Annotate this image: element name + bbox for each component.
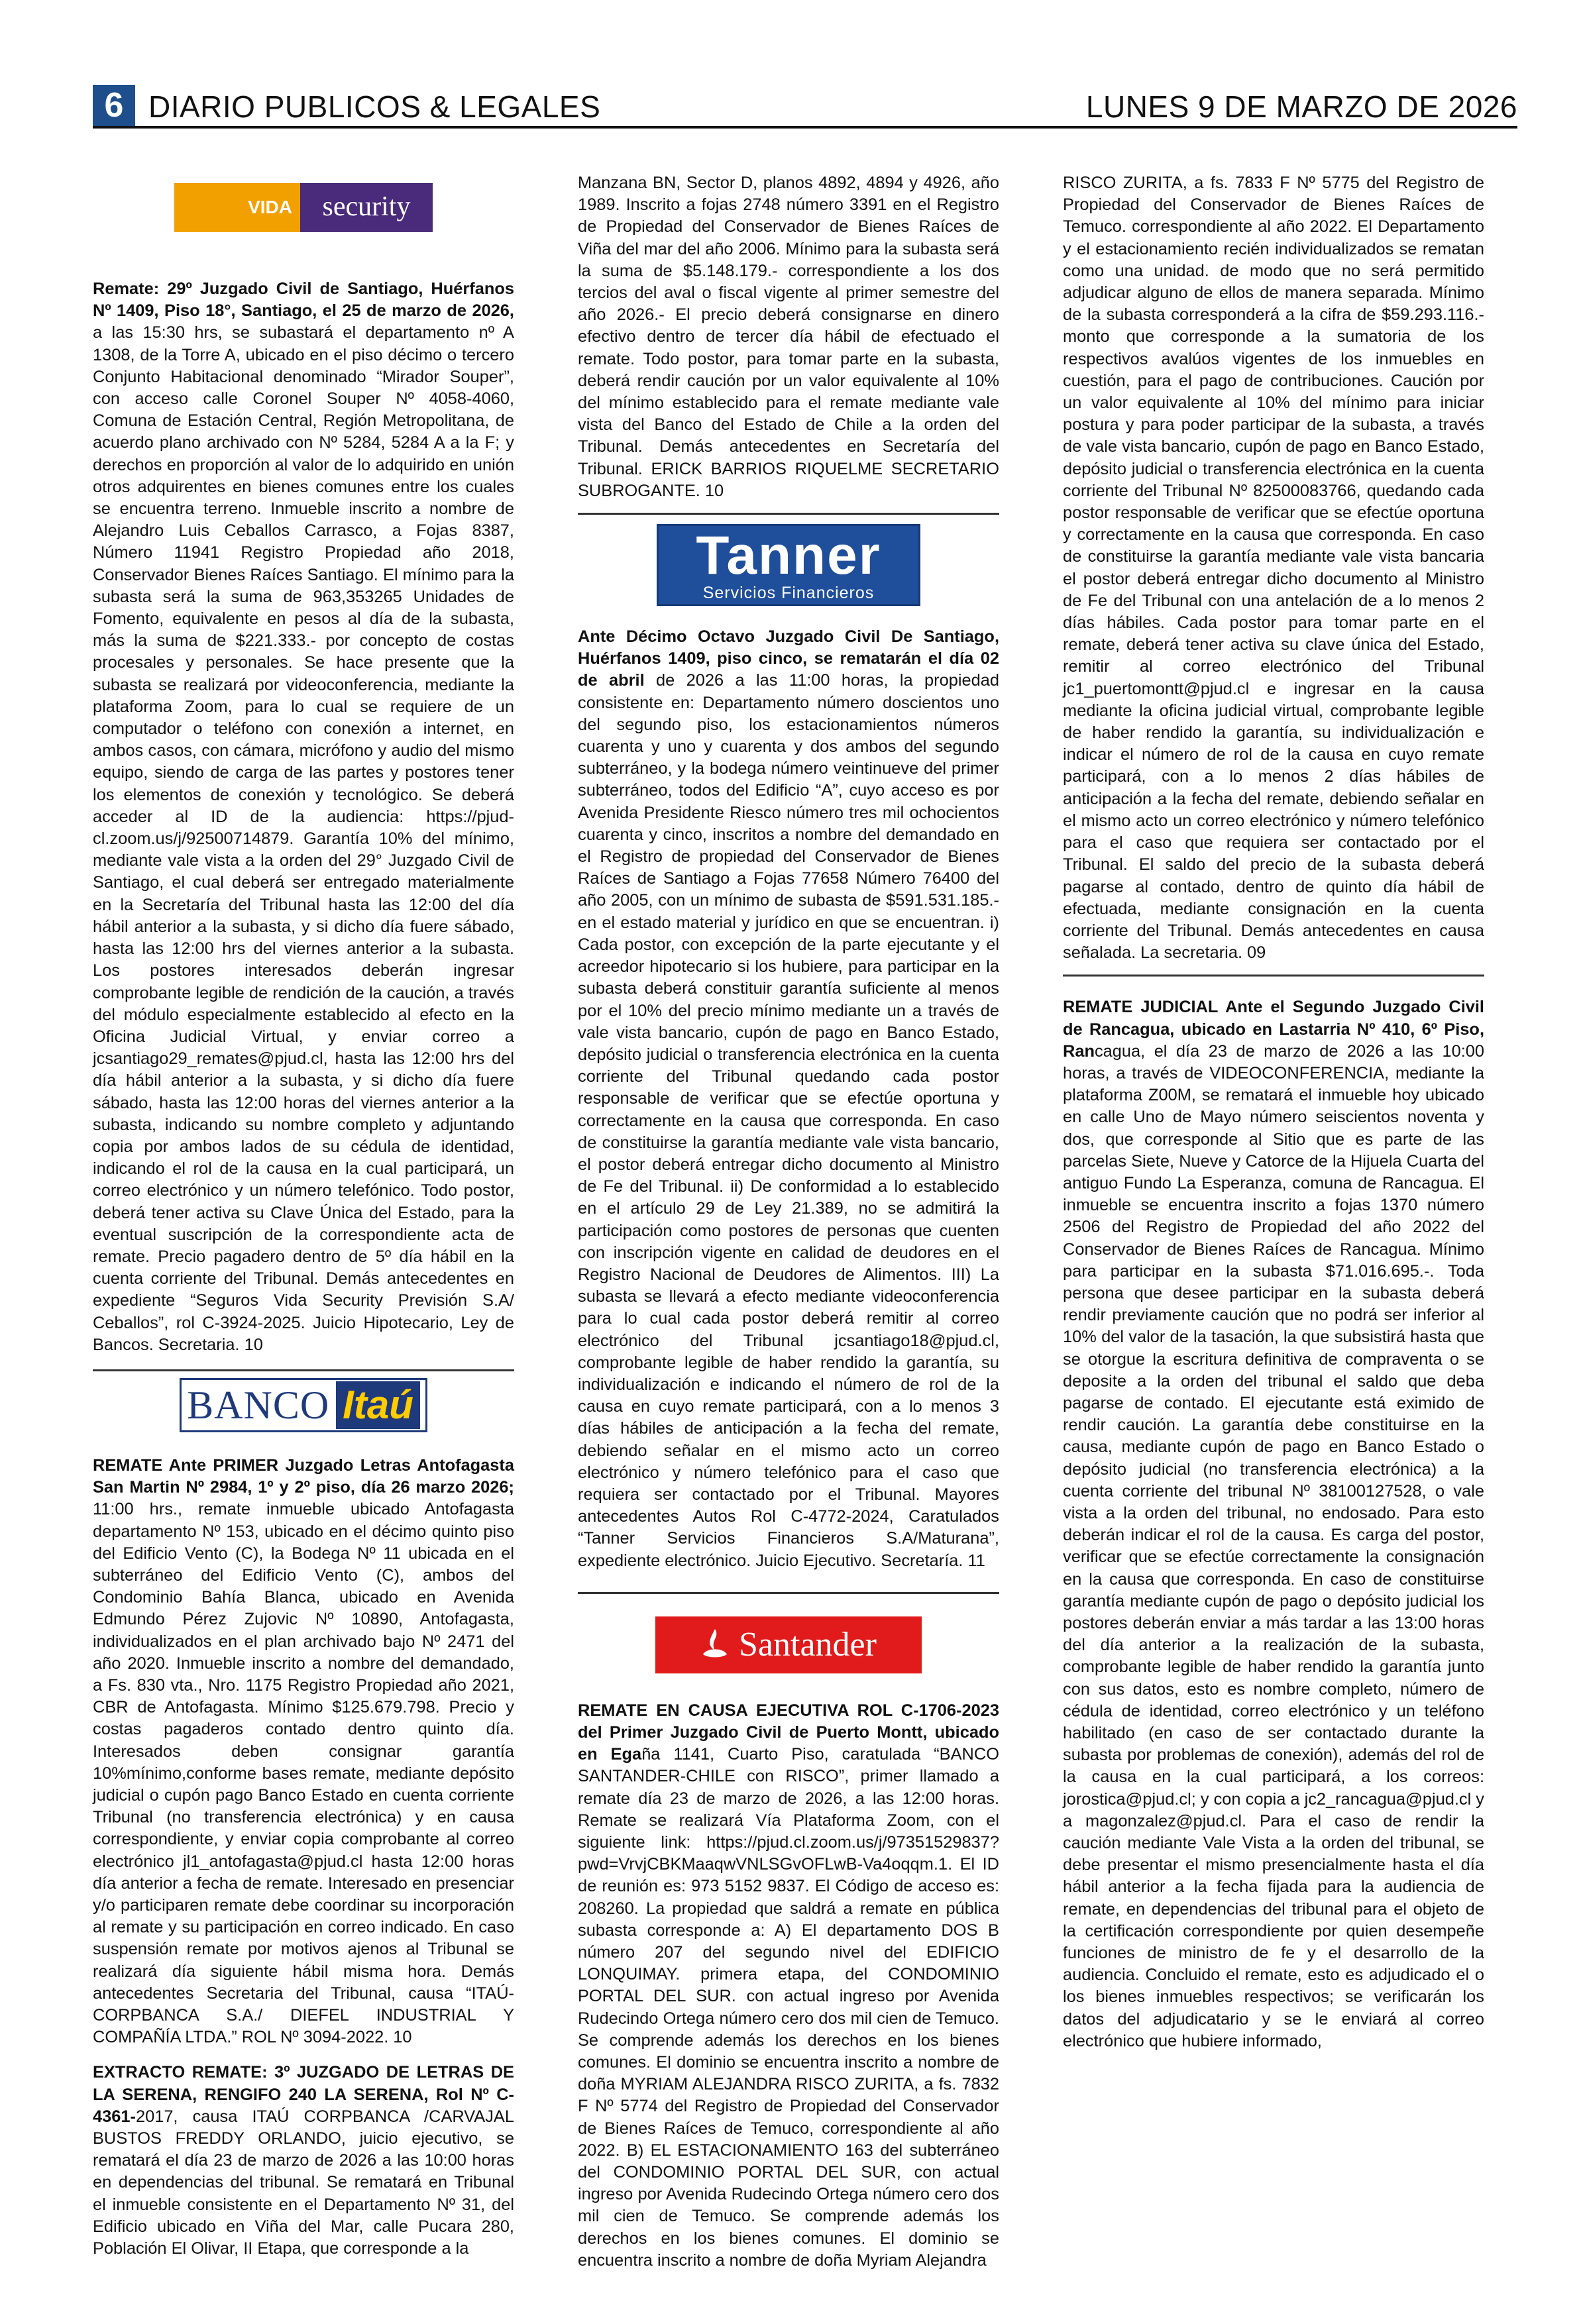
notice-continuation xyxy=(1063,172,1484,964)
separator xyxy=(578,513,999,515)
banco-itau-logo-itau: Itaú xyxy=(336,1381,420,1429)
column-3 xyxy=(1063,172,1484,2052)
tanner-logo xyxy=(657,524,920,606)
notice-continuation xyxy=(578,172,999,502)
notice-body-continued: Manzana BN, Sector D, planos 4892, 4894 y 4926, año 1989. Inscrito a fojas 2748 número 3391 en el Registro de Propiedad del Conservador de Bienes Raíces de Viña del mar del año 2006. Mínimo para la subasta será la suma de $5.148.179.- correspondiente a los dos tercios del aval o fiscal vigente al primer semestre del año 2026.- El precio deberá consignarse en dinero efectivo dentro de tercer día hábil de efectuado el remate. Todo postor, para tomar parte en la subasta, deberá rendir caución por un valor equivalente al 10% del mínimo establecido para el remate mediante vale vista del Banco del Estado de Chile a la orden del Tribunal. Demás antecedentes en Secretaría del Tribunal. ERICK BARRIOS RIQUELME SECRETARIO SUBROGANTE. 10 xyxy=(578,174,999,500)
notice-rancagua xyxy=(1063,996,1484,2052)
tanner-logo-subtitle: Servicios Financieros xyxy=(702,584,875,603)
notice-body: a las 15:30 hrs, se subastará el departamento nº A 1308, de la Torre A, ubicado en el piso décimo o tercero Conjunto Habitacional denominado “Mirador Souper”, con acceso calle Coronel Souper Nº 4058-4060, Comuna de Estación Central, Región Metropolitana, de acuerdo plano archivado con Nº 5284, 5284 A a la F; y derechos en proporción al valor de lo adquirido en unión otros adquirentes en bienes comunes entre los cuales se encuentra terreno. Inmueble inscrito a nombre de Alejandro Luis Ceballos Carrasco, a Fojas 8387, Número 11941 Registro Propiedad año 2018, Conservador Bienes Raíces Santiago. El mínimo para la subasta será la suma de 963,353265 Unidades de Fomento, equivalente en pesos al día de la subasta, más la suma de $221.333.- por concepto de costas procesales y personales. Se hace presente que la subasta se realizará por videoconferencia, mediante la plataforma Zoom, para lo cual se requiere de un computador o teléfono con conexión a internet, en ambos casos, con cámara, micrófono y audio del mismo equipo, siendo de carga de las partes y postores tener los elementos de conexión y tecnológico. Se deberá acceder al ID de la audiencia: https://pjud-cl.zoom.us/j/92500714879. Garantía 10% del mínimo, mediante vale vista a la orden del 29° Juzgado Civil de Santiago, el cual deberá ser entregado materialmente en la Secretaría del Tribunal hasta las 12:00 del día hábil anterior a la subasta, y si dicho día fuere sábado, hasta las 12:00 hrs del viernes anterior a la subasta. Los postores interesados deberán ingresar comprobante legible de rendición de la caución, a través del módulo especialmente establecido al efecto en la Oficina Judicial Virtual, y enviar correo a jcsantiago29_remates@pjud.cl, hasta las 12:00 hrs del día hábil anterior a la subasta, y si dicho día fuere sábado, hasta las 12:00 horas del viernes anterior a la subasta, indicando su nombre completo y adjuntando copia por ambos lados de su cédula de identidad, indicando el rol de la causa en la cual participará, un correo electrónico y un número telefónico. Todo postor, deberá tener activa su Clave Única del Estado, para la eventual suscripción de la correspondiente acta de remate. Precio pagadero dentro de 5º día hábil en la cuenta corriente del Tribunal. Demás antecedentes en expediente “Seguros Vida Security Previsión S.A/ Ceballos”, rol C-3924-2025. Juicio Hipotecario, Ley de Bancos. Secretaria. 10 xyxy=(93,323,514,1354)
notice-body: de 2026 a las 11:00 horas, la propiedad consistente en: Departamento número doscientos uno del segundo piso, los estacionamientos números cuarenta y uno y cuarenta y dos ambos del segundo subterráneo, y la bodega número veintinueve del primer subterráneo, todos del Edificio “A”, cuyo acceso es por Avenida Presidente Riesco número tres mil ochocientos cuarenta y cinco, inscritos a nombre del demandado en el Registro de propiedad del Conservador de Bienes Raíces de Santiago a Fojas 77658 Número 76400 del año 2005, con un mínimo de subasta de $591.531.185.- en el estado material y jurídico en que se encuentran. i) Cada postor, con excepción de la parte ejecutante y el acreedor hipotecario si los hubiere, para participar en la subasta deberá constituir garantía suficiente al menos por el 10% del precio mínimo mediante un a través de vale vista bancario, cupón de pago en Banco Estado, depósito judicial o transferencia electrónica en la cuenta corriente del Tribunal quedando cada postor responsable de verificar que se efectúe oportuna y correctamente en la causa que corresponda. En caso de constituirse la garantía mediante vale vista bancario, el postor deberá entregar dicho documento al Ministro de Fe del Tribunal. ii) De conformidad a lo establecido en el artículo 29 de Ley 21.389, no se admitirá la participación como postores de personas que cuenten con inscripción vigente en calidad de deudores en el Registro Nacional de Deudores de Alimentos. III) La subasta se llevará a efecto mediante videoconferencia para lo cual cada postor deberá remitir al correo electrónico del Tribunal jcsantiago18@pjud.cl, comprobante legible de haber rendido la garantía, su individualización e indicando el número de rol de la causa en cuyo remate participará, con a lo menos 3 días hábiles de anticipación a la fecha del remate, debiendo señalar en el mismo acto un correo electrónico y número telefónico para el caso que requiera ser contactado por el Tribunal. Mayores antecedentes Autos Rol C-4772-2024, Caratulados “Tanner Servicios Financieros S.A/Maturana”, expediente electrónico. Juicio Ejecutivo. Secretaría. 11 xyxy=(578,671,999,1570)
banco-itau-logo xyxy=(180,1378,427,1432)
notice-body: 11:00 hrs., remate inmueble ubicado Antofagasta departamento Nº 153, ubicado en el décimo quinto piso del Edificio Vento (C), la Bodega Nº 11 ubicada en el subterráneo del Edificio Vento (C), ambos del Condominio Bahía Blanca, ubicado en Avenida Edmundo Pérez Zujovic Nº 10890, Antofagasta, individualizados en el plan archivado bajo Nº 2471 del año 2020. Inmueble inscrito a nombre del demandado, a Fs. 830 vta., Nro. 1175 Registro Propiedad año 2021, CBR de Antofagasta. Mínimo $125.679.798. Precio y costas pagaderos contado dentro quinto día. Interesados deben consignar garantía 10%mínimo,conforme bases remate, mediante depósito judicial o cupón pago Banco Estado en cuenta corriente Tribunal (no transferencia electrónica) y en causa correspondiente, y enviar copia comprobante al correo electrónico jl1_antofagasta@pjud.cl hasta 12:00 horas día anterior a fecha de remate. Interesado en presenciar y/o participaren remate debe coordinar su incorporación al remate y su participación en correo indicado. En caso suspensión remate por motivos ajenos al Tribunal se realizará día siguiente hábil misma hora. Demás antecedentes Secretaria del Tribunal, causa “ITAÚ-CORPBANCA S.A./ DIEFEL INDUSTRIAL Y COMPAÑÍA LTDA.” ROL Nº 3094-2022. 10 xyxy=(93,1500,514,2047)
notice-lead: REMATE EN CAUSA EJECUTIVA ROL C-1706-2023 del Primer Juzgado Civil de Puerto Montt, ubicado en Ega xyxy=(578,1701,999,1764)
notice-body: cagua, el día 23 de marzo de 2026 a las 10:00 horas, a través de VIDEOCONFERENCIA, mediante la plataforma Z00M, se rematará el inmueble hoy ubicado en calle Uno de Mayo número seiscientos noventa y dos, que corresponde al Sitio que es parte de las parcelas Siete, Nueve y Catorce de la Hijuela Cuarta del antiguo Fundo La Esperanza, comuna de Rancagua. El inmueble se encuentra inscrito a fojas 1370 número 2506 del Registro de Propiedad del año 2022 del Conservador de Bienes Raíces de Rancagua. Mínimo para participar en la subasta $71.016.695.-. Toda persona que desee participar en la subasta deberá rendir previamente caución que no podrá ser inferior al 10% del valor de la tasación, la que subsistirá hasta que se otorgue la escritura definitiva de compraventa o se deposite a la orden del tribunal el saldo que deba pagarse de contado. El ejecutante está eximido de rendir caución. La garantía debe constituirse en la causa, mediante cupón de pago en Banco Estado o depósito judicial (no transferencia electrónica) a la cuenta corriente del tribunal Nº 38100127528, o vale vista a la orden del tribunal, no endosado. Para esto deberán indicar el rol de la causa. Es carga del postor, verificar que se efectúe correctamente la consignación en la causa que corresponda. En caso de constituirse garantía mediante cupón de pago o depósito judicial los postores deberán enviar a más tardar a las 13:00 horas del día anterior a la realización de la subasta, comprobante legible de haber rendido la garantía junto con sus datos, esto es nombre completo, número de cédula de identidad, correo electrónico y un teléfono habilitado (en caso de ser contactado durante la subasta por problemas de conexión), además del rol de la causa en la cual participará, a los correos: jorostica@pjud.cl; y con copia a jc2_rancagua@pjud.cl y a magonzalez@pjud.cl. Para el caso de rendir la caución mediante Vale Vista a la orden del tribunal, se debe presentar el mismo presencialmente hasta el día hábil anterior a la fecha fijada para la audiencia de remate, en dependencias del tribunal para el objeto de la certificación correspondiente por quien desempeñe funciones de ministro de fe y el desarrollo de la audiencia. Concluido el remate, esto es adjudicado el o los bienes inmuebles respectivos; se verificarán los datos del adjudicatario y se le enviará al correo electrónico que hubiere informado, xyxy=(1063,1041,1484,2050)
santander-logo-name: Santander xyxy=(739,1626,877,1664)
separator xyxy=(578,1592,999,1594)
santander-logo xyxy=(655,1616,922,1673)
notice-body: ña 1141, Cuarto Piso, caratulada “BANCO SANTANDER-CHILE con RISCO”, primer llamado a remate día 23 de marzo de 2026, a las 12:00 horas. Remate se realizará Vía Plataforma Zoom, con el siguiente link: https://pjud.cl.zoom.us/j/97351529837?pwd=VrvjCBKMaaqwVNLSGvOFLwB-Va4oqqm.1. El ID de reunión es: 973 5152 9837. El Código de acceso es: 208260. La propiedad que saldrá a remate en pública subasta corresponde a: A) El departamento DOS B número 207 del segundo nivel del EDIFICIO LONQUIMAY. primera etapa, del CONDOMINIO PORTAL DEL SUR. con actual ingreso por Avenida Rudecindo Ortega número cero dos mil cien de Temuco. Se comprende además los derechos en los bienes comunes. El dominio se encuentra inscrito a nombre de doña MYRIAM ALEJANDRA RISCO ZURITA, a fs. 7832 F Nº 5774 del Registro de Propiedad del Conservador de Bienes Raíces de Temuco, correspondiente al año 2022. B) EL ESTACIONAMIENTO 163 del subterráneo del CONDOMINIO PORTAL DEL SUR, con actual ingreso por Avenida Rudecindo Ortega número cero dos mil cien de Temuco. Se comprende además los derechos en los bienes comunes. El dominio se encuentra inscrito a nombre de doña Myriam Alejandra xyxy=(578,1745,999,2270)
notice-lead: REMATE JUDICIAL Ante el Segundo Juzgado Civil de Rancagua, ubicado en Lastarria Nº 410, 6º Piso, Ran xyxy=(1063,998,1484,1061)
vida-security-logo-row xyxy=(93,183,514,232)
itau-logo-row xyxy=(93,1378,514,1432)
banco-itau-logo-banco: BANCO xyxy=(187,1383,330,1427)
vida-security-logo-vida: VIDA xyxy=(174,183,300,232)
separator xyxy=(93,1369,514,1371)
notice-vida-security xyxy=(93,278,514,1356)
santander-logo-row xyxy=(578,1616,999,1673)
notice-lead: EXTRACTO REMATE: 3º JUZGADO DE LETRAS DE LA SERENA, RENGIFO 240 LA SERENA, Rol Nº C-4361- xyxy=(93,2063,514,2126)
notice-lead: REMATE Ante PRIMER Juzgado Letras Antofagasta San Martin Nº 2984, 1º y 2º piso, día 26 marzo 2026; xyxy=(93,1455,514,1497)
notice-lead: Remate: 29º Juzgado Civil de Santiago, Huérfanos Nº 1409, Piso 18°, Santiago, el 25 de marzo de 2026, xyxy=(93,280,514,321)
notice-tanner xyxy=(578,626,999,1572)
newspaper-name: DIARIO PUBLICOS & LEGALES xyxy=(148,89,601,124)
notice-itau-la-serena xyxy=(93,2062,514,2260)
notice-santander xyxy=(578,1700,999,2272)
column-1 xyxy=(93,171,514,2260)
santander-flame-icon xyxy=(700,1628,730,1662)
notice-body-continued: RISCO ZURITA, a fs. 7833 F Nº 5775 del Registro de Propiedad del Conservador de Bienes Raíces de Temuco. correspondiente al año 2022. El Departamento y el estacionamiento recién individualizados se rematan como una unidad. de modo que no será permitido adjudicar alguno de ellos de manera separada. Mínimo de la subasta corresponderá a la cifra de $59.293.116.-monto que corresponde a la sumatoria de los respectivos avalúos vigentes de los inmuebles en cuestión, para el pago de contribuciones. Caución por un valor equivalente al 10% del mínimo para iniciar postura y para poder participar de la subasta, a través de vale vista bancario, cupón de pago en Banco Estado, depósito judicial o transferencia electrónica en la cuenta corriente del Tribunal Nº 82500083766, quedando cada postor responsable de verificar que se efectúe oportuna y correctamente en la causa que corresponda. En caso de constituirse la garantía mediante vale vista bancaria el postor deberá entregar dicho documento al Ministro de Fe del Tribunal con una antelación de a lo menos 2 días hábiles. Cada postor para tomar parte en el remate, deberá tener activa su clave única del Estado, remitir al correo electrónico del Tribunal jc1_puertomontt@pjud.cl e ingresar en la causa mediante la oficina judicial virtual, comprobante legible de haber rendido la garantía, su individualización e indicar el número de rol de la causa en cuyo remate participará, con a lo menos 2 días hábiles de anticipación a la fecha del remate, debiendo señalar en el mismo acto un correo electrónico y número telefónico para el caso que requiera ser contactado por el Tribunal. El saldo del precio de la subasta deberá pagarse al contado, dentro de quinto día hábil de efectuada, mediante consignación en la cuenta corriente del Tribunal. Demás antecedentes en causa señalada. La secretaria. 09 xyxy=(1063,174,1484,963)
tanner-logo-name: Tanner xyxy=(696,525,881,586)
notice-lead: Ante Décimo Octavo Juzgado Civil De Santiago, Huérfanos 1409, piso cinco, se rematarán el día 02 de abril xyxy=(578,627,999,690)
issue-date: LUNES 9 DE MARZO DE 2026 xyxy=(1085,89,1517,124)
column-2 xyxy=(578,172,999,2272)
vida-security-logo-security: security xyxy=(300,183,433,232)
notice-itau-antofagasta xyxy=(93,1455,514,2048)
vida-security-logo xyxy=(174,183,433,232)
notice-body: 2017, causa ITAÚ CORPBANCA /CARVAJAL BUSTOS FREDDY ORLANDO, juicio ejecutivo, se rematará el día 23 de marzo de 2026 a las 10:00 horas en dependencias del tribunal. Se rematará en Tribunal el inmueble consistente en el Departamento Nº 31, del Edificio ubicado en Viña del Mar, calle Pucara 280, Población El Olivar, II Etapa, que corresponde a la xyxy=(93,2107,514,2258)
page-header xyxy=(93,85,1517,129)
page-number: 6 xyxy=(93,85,135,126)
tanner-logo-row xyxy=(578,524,999,606)
